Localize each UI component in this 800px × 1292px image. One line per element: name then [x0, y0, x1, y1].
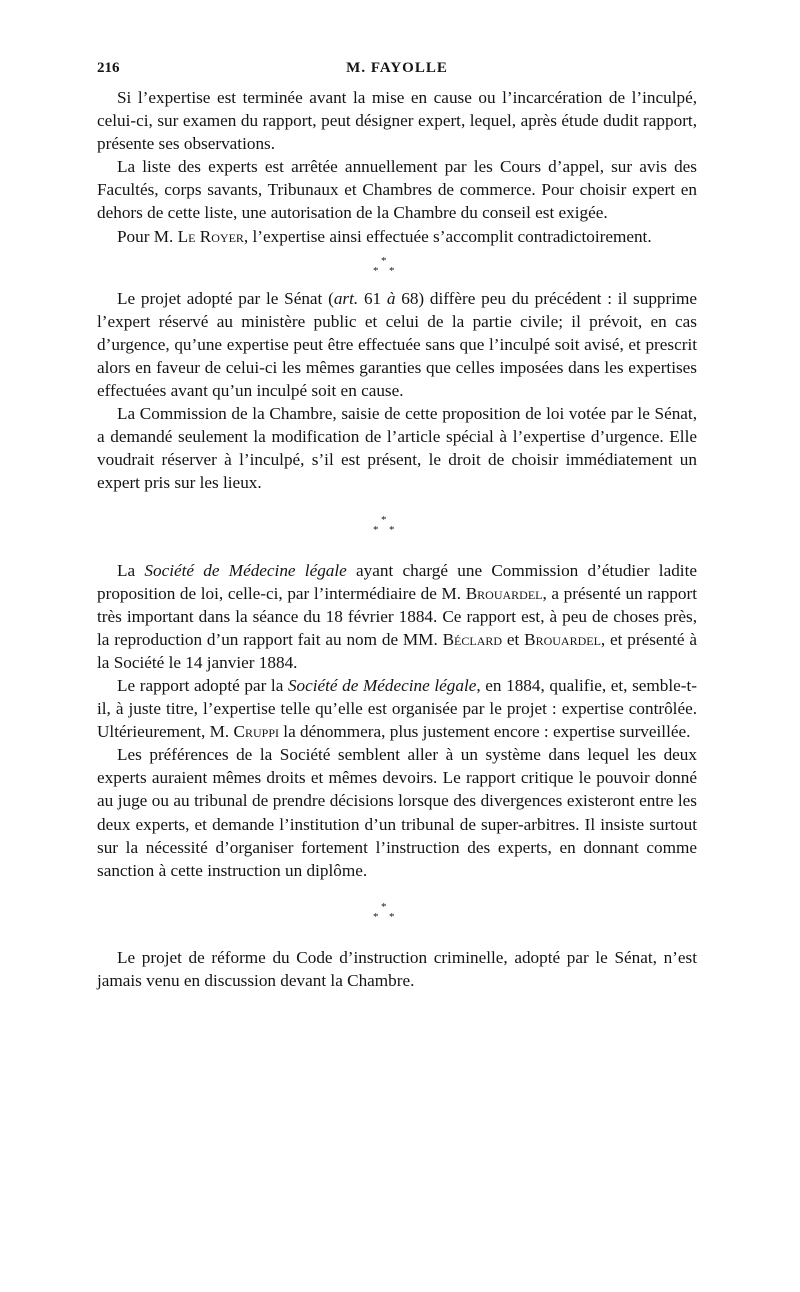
asterisk-icon: * [381, 254, 387, 267]
paragraph [97, 86, 697, 155]
text-run: Pour M. [117, 226, 178, 246]
paragraph [97, 674, 697, 743]
asterisk-icon: * [373, 264, 379, 277]
text-run: et [502, 629, 525, 649]
section [97, 287, 697, 495]
text-run: La liste des experts est arrêtée annuellement par les Cours d’appel, sur avis des Facultés, corps savants, Tribunaux et Chambres de commerce. Pour choisir expert en dehors de cette liste, une autorisation de la Chambre du conseil est exigée. [97, 157, 697, 223]
page [97, 56, 697, 992]
asterisk-icon: * [389, 910, 395, 923]
text-run: Si l’expertise est terminée avant la mise en cause ou l’incarcération de l’inculpé, celui-ci, sur examen du rapport, peut désigner expert, lequel, après étude dudit rapport, présente ses observations. [97, 88, 697, 154]
text-run: la dénommera, plus justement encore : expertise surveillée. [279, 722, 691, 742]
page-number: 216 [97, 60, 120, 76]
author-name: Brouardel [524, 629, 601, 649]
section-separator [367, 509, 407, 545]
paragraph [97, 225, 697, 248]
text-run: ayant chargé une Commission d’étudier ladite proposition de loi, celle-ci, par l’intermédiaire de M. [97, 560, 697, 603]
paragraph [97, 287, 697, 402]
asterisk-icon: * [389, 523, 395, 536]
running-head [97, 56, 697, 86]
author-name: Le Royer [177, 226, 244, 246]
asterisk-icon: * [381, 513, 387, 526]
text-run: 68) diffère peu du précédent : il supprime l’expert réservé au ministère public et celui de la partie civile; il prévoit, en cas d’urgence, qu’une expertise peut être effectuée sans que l’inculpé soit avisé, et prescrit alors en faveur de celui-ci les mêmes garanties que celles imposées dans les expertises effectuées avant qu’un inculpé soit en cause. [97, 288, 698, 401]
italic-text: Société de Médecine légale [144, 560, 347, 580]
text-run: , et présenté à la Société le 14 janvier 1884. [97, 629, 697, 672]
section [97, 946, 697, 992]
text-run: 61 [358, 288, 387, 308]
italic-text: art. [333, 288, 359, 308]
italic-text: Société de Médecine légale [287, 675, 477, 695]
section-separator [367, 896, 407, 932]
text-run: La [117, 560, 145, 580]
asterisk-icon: * [373, 910, 379, 923]
author-name: Brouardel [465, 583, 543, 603]
text-run: Le projet adopté par le Sénat ( [117, 288, 334, 308]
text-run: Le projet de réforme du Code d’instruction criminelle, adopté par le Sénat, n’est jamais venu en discussion devant la Chambre. [97, 947, 697, 990]
paragraph [97, 743, 697, 882]
running-title: M. FAYOLLE [346, 60, 448, 76]
paragraph [97, 402, 697, 494]
text-run: , en 1884, qualifie, et, semble-t-il, à juste titre, l’expertise telle qu’elle est organisée par le projet : expertise contrôlée. Ultérieurement, M. [97, 675, 697, 742]
paragraph [97, 946, 697, 992]
text-run: , l’expertise ainsi effectuée s’accomplit contradictoirement. [243, 226, 652, 246]
paragraph [97, 559, 697, 674]
text-run: La Commission de la Chambre, saisie de cette proposition de loi votée par le Sénat, a demandé seulement la modification de l’article spécial à l’expertise d’urgence. Elle voudrait réserver à l’inculpé, s’il est présent, le droit de choisir immédiatement un expert pris sur les lieux. [97, 404, 697, 493]
asterisk-icon: * [373, 523, 379, 536]
text-run: Le rapport adopté par la [117, 675, 288, 695]
text-run: , a présenté un rapport très important dans la séance du 18 février 1884. Ce rapport est, à peu de choses près, la reproduction d’un rapport fait au nom de MM. [97, 583, 697, 649]
section [97, 559, 697, 882]
text-run: Les préférences de la Société semblent aller à un système dans lequel les deux experts auraient mêmes droits et mêmes devoirs. Le rapport critique le pouvoir donné au juge ou au tribunal de prendre décisions lorsque des divergences existeront entre les deux experts, et demande l’institution d’un tribunal de super-arbitres. Il insiste surtout sur la nécessité d’organiser fortement l’instruction des experts, en donnant comme sanction à cette instruction un diplôme. [97, 745, 697, 880]
asterisk-icon: * [389, 264, 395, 277]
asterisk-icon: * [381, 900, 387, 913]
author-name: Béclard [442, 629, 503, 649]
paragraph [97, 155, 697, 224]
section-separator [367, 250, 407, 286]
section [97, 86, 697, 248]
author-name: Cruppi [233, 722, 279, 742]
italic-text: à [386, 288, 396, 308]
